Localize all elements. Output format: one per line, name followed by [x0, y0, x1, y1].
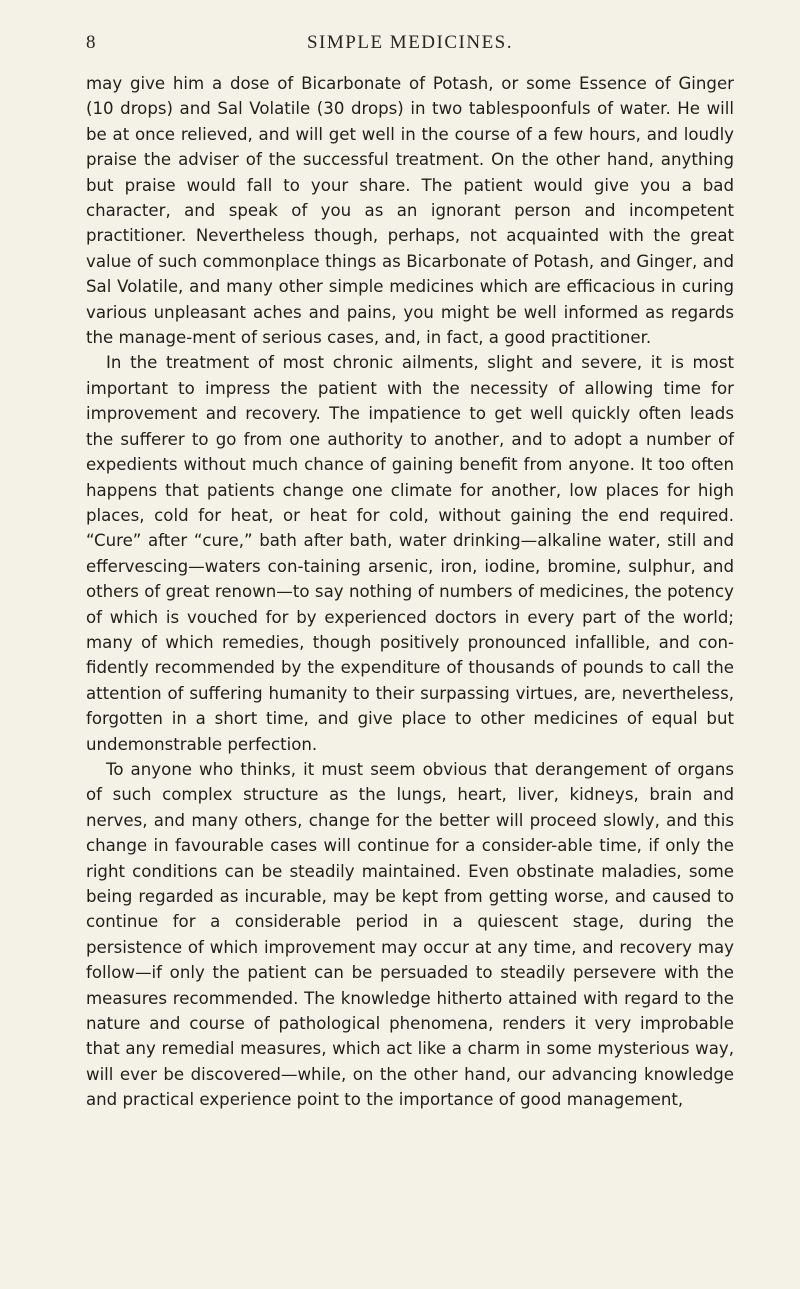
- paragraph-derangement-of-organs: To anyone who thinks, it must seem obvious that derangement of organs of such complex structure as the lungs, heart, liver, kidneys, brain and nerves, and many others, change for the better will proceed slowly, and this change in favourable cases will continue for a consider-able time, if only the right conditions can be steadily maintained. Even obstinate maladies, some being regarded as incurable, may be kept from getting worse, and caused to continue for a considerable period in a quiescent stage, during the persistence of which improvement may occur at any time, and recovery may follow—if only the patient can be persuaded to steadily persevere with the measures recommended. The knowledge hitherto attained with regard to the nature and course of pathological phenomena, renders it very improbable that any remedial measures, which act like a charm in some mysterious way, will ever be discovered—while, on the other hand, our advancing knowledge and practical experience point to the importance of good management,: [86, 759, 734, 1110]
- body-text: [86, 71, 734, 1113]
- page-number: 8: [86, 32, 97, 53]
- page-header: [86, 32, 734, 56]
- paragraph-continuation: may give him a dose of Bicarbonate of Potash, or some Essence of Ginger (10 drops) and Sal Volatile (30 drops) in two tablespoonfuls of water. He will be at once relieved, and will get well in the course of a few hours, and loudly praise the adviser of the successful treatment. On the other hand, anything but praise would fall to your share. The patient would give you a bad character, and speak of you as an ignorant person and incompetent practitioner. Nevertheless though, perhaps, not acquainted with the great value of such commonplace things as Bicarbonate of Potash, and Ginger, and Sal Volatile, and many other simple medicines which are efficacious in curing various unpleasant aches and pains, you might be well informed as regards the manage-ment of serious cases, and, in fact, a good practitioner.: [86, 74, 734, 348]
- running-head: SIMPLE MEDICINES.: [306, 32, 513, 53]
- paragraph-chronic-ailments: In the treatment of most chronic ailments, slight and severe, it is most important to impress the patient with the necessity of allowing time for improvement and recovery. The impatience to get well quickly often leads the sufferer to go from one authority to another, and to adopt a number of expedients without much chance of gaining benefit from anyone. It too often happens that patients change one climate for another, low places for high places, cold for heat, or heat for cold, without gaining the end required. “Cure” after “cure,” bath after bath, water drinking—alkaline water, still and effervescing—waters con-taining arsenic, iron, iodine, bromine, sulphur, and others of great renown—to say nothing of numbers of medicines, the potency of which is vouched for by experienced doctors in every part of the world; many of which remedies, though positively pronounced infallible, and con-fidently recommended by the expenditure of thousands of pounds to call the attention of suffering humanity to their surpassing virtues, are, nevertheless, forgotten in a short time, and give place to other medicines of equal but undemonstrable perfection.: [86, 353, 734, 754]
